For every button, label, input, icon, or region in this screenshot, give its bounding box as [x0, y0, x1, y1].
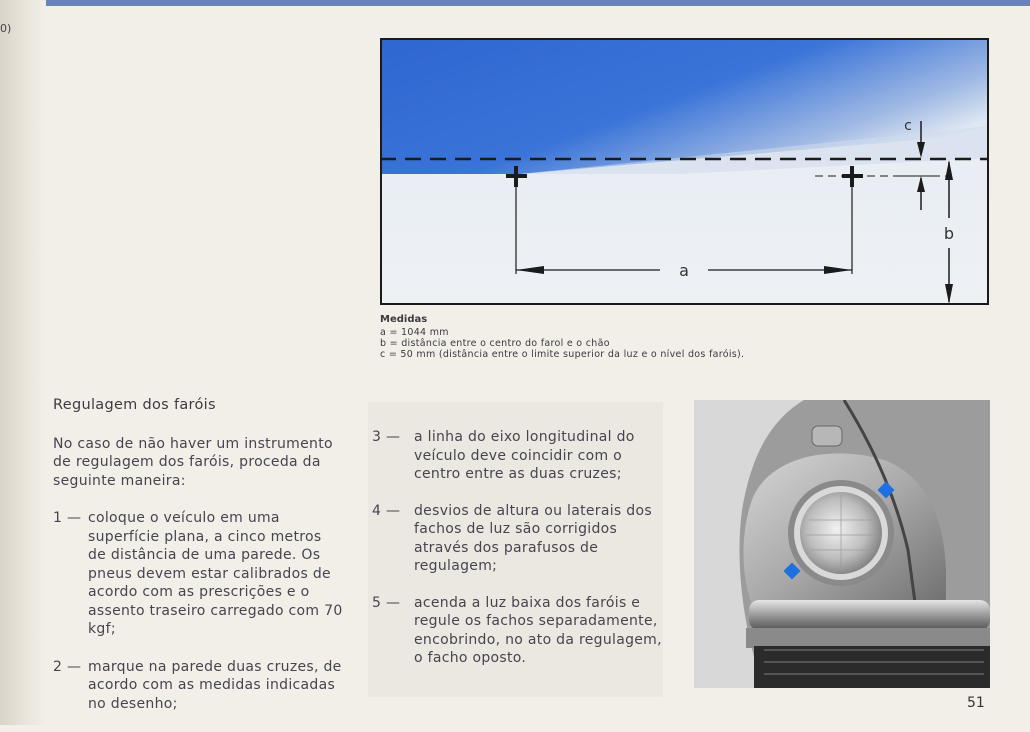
caption-line: b = distância entre o centro do farol e o chão	[380, 338, 610, 349]
list-item-number: 3 —	[372, 429, 401, 445]
list-item-number: 1 —	[53, 510, 82, 526]
list-item-number: 5 —	[372, 594, 401, 611]
list-item-number: 4 —	[372, 502, 401, 519]
diagram-caption	[380, 314, 744, 360]
list-item-number: 2 —	[53, 658, 82, 675]
instructions-column-middle	[368, 402, 663, 697]
section-heading: Regulagem dos faróis	[53, 397, 216, 413]
list-item	[53, 509, 343, 639]
page-top-band	[0, 0, 1030, 6]
list-item-text: desvios de altura ou laterais dos fachos de luz são corrigidos através dos parafusos de regulagem;	[414, 502, 652, 574]
bumper	[749, 600, 990, 630]
list-item-text: acenda a luz baixa dos faróis e regule os fachos separadamente, encobrindo, no ato da regulagem, o facho oposto.	[414, 594, 662, 666]
instructions-column-left	[53, 396, 343, 732]
caption-line: a = 1044 mm	[380, 327, 449, 338]
tire	[754, 646, 990, 688]
caption-title: Medidas	[380, 314, 428, 325]
list-item-text: marque na parede duas cruzes, de acordo com as medidas indicadas no desenho;	[88, 658, 342, 712]
caption-line: c = 50 mm (distância entre o limite superior da luz e o nível dos faróis).	[380, 349, 745, 360]
list-item	[372, 428, 663, 484]
dimension-a-label: a	[679, 261, 689, 280]
intro-paragraph: No caso de não haver um instrumento de regulagem dos faróis, proceda da seguinte maneira:	[53, 435, 333, 489]
list-item	[53, 658, 343, 714]
dimension-c-label: c	[904, 118, 912, 134]
list-item	[372, 502, 663, 576]
list-item-text: coloque o veículo em uma superfície plana, a cinco metros de distância de uma parede. Os pneus devem estar calibrados de acordo com as prescrições e o assento traseiro carregado com 70 kgf;	[88, 510, 343, 637]
dimension-b-label: b	[943, 224, 955, 243]
page-number: 51	[967, 695, 985, 711]
headlight-aim-diagram	[380, 38, 989, 305]
headlight-photo	[694, 400, 990, 688]
list-item-text: a linha do eixo longitudinal do veículo deve coincidir com o centro entre as duas cruzes;	[414, 429, 635, 482]
previous-page-number: 0)	[0, 22, 12, 35]
list-item	[372, 594, 663, 668]
previous-page-edge	[0, 0, 46, 725]
